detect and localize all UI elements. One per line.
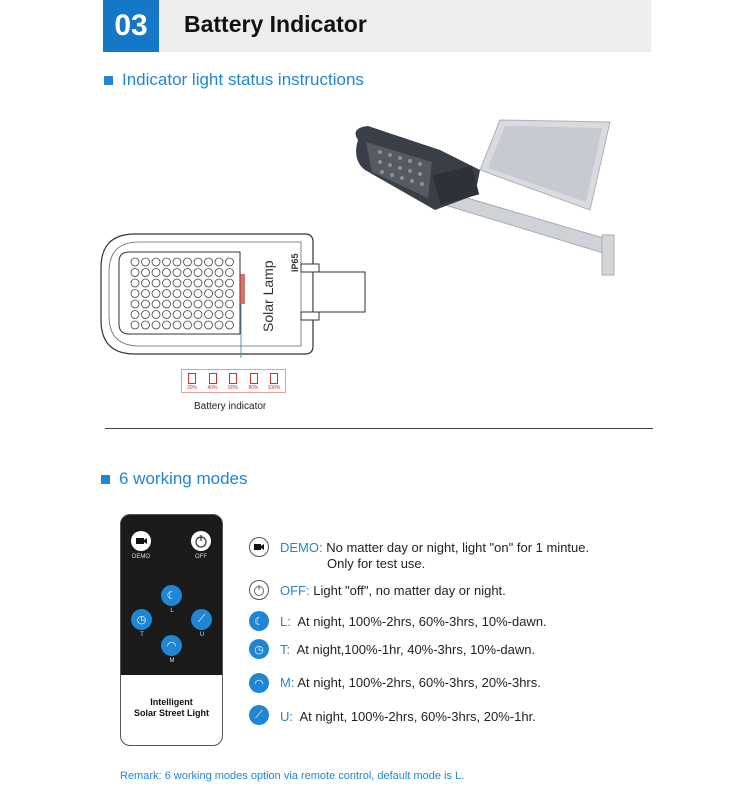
- battery-level-label: 20%: [186, 385, 197, 391]
- mode-key: DEMO:: [280, 540, 323, 555]
- lamp-brand-label: Solar Lamp: [260, 260, 276, 332]
- mode-demo-note: Only for test use.: [327, 556, 426, 571]
- mode-off-row: [280, 583, 506, 598]
- remote-control: [120, 514, 223, 746]
- moon-icon: ☾: [249, 611, 269, 631]
- section-title-indicator: Indicator light status instructions: [122, 70, 364, 89]
- battery-levels: [183, 371, 283, 391]
- mode-key: L:: [280, 614, 291, 629]
- battery-level-led: [209, 373, 217, 384]
- power-icon: [249, 580, 269, 600]
- solar-lamp-photo: [340, 110, 630, 290]
- demo-button[interactable]: [131, 531, 151, 551]
- t-label: T: [140, 632, 144, 638]
- mode-u-row: [280, 709, 536, 724]
- battery-level-label: 60%: [227, 385, 238, 391]
- battery-level-2: [204, 371, 222, 391]
- mount-bracket: [313, 272, 365, 312]
- battery-level-label: 100%: [267, 385, 281, 391]
- section-divider: [105, 428, 653, 429]
- mode-demo-row: [280, 540, 589, 555]
- battery-level-label: 80%: [248, 385, 259, 391]
- remote-product-line1: Intelligent: [150, 697, 193, 707]
- battery-level-1: [183, 371, 201, 391]
- pole-bracket: [602, 235, 614, 275]
- mode-t-row: [280, 642, 535, 657]
- mode-key: M:: [280, 675, 295, 690]
- ip-rating-label: IP65: [290, 253, 300, 272]
- camera-icon: [249, 537, 269, 557]
- remark-note: Remark: 6 working modes option via remote control, default mode is L.: [120, 770, 465, 782]
- m-label: M: [169, 658, 175, 664]
- u-label: U: [199, 632, 205, 638]
- battery-level-led: [250, 373, 258, 384]
- battery-level-led: [229, 373, 237, 384]
- battery-indicator-leds: [240, 274, 245, 304]
- battery-level-3: [224, 371, 242, 391]
- mode-m-button[interactable]: ◠: [161, 635, 182, 656]
- mode-m-row: [280, 675, 541, 690]
- bullet-square-icon: [101, 475, 110, 484]
- clock-icon: ◷: [249, 639, 269, 659]
- remote-product-line2: Solar Street Light: [133, 708, 209, 718]
- mode-key: T:: [280, 642, 291, 657]
- battery-level-5: [265, 371, 283, 391]
- lamp-line-drawing: [95, 228, 375, 358]
- section-number: 03: [103, 0, 159, 52]
- mode-desc: At night, 100%-2hrs, 60%-3hrs, 10%-dawn.: [297, 614, 547, 629]
- mode-desc: At night, 100%-2hrs, 60%-3hrs, 20%-3hrs.: [297, 675, 541, 690]
- mode-desc: No matter day or night, light "on" for 1 mintue.: [326, 540, 590, 555]
- battery-level-led: [270, 373, 278, 384]
- l-label: L: [170, 608, 174, 614]
- remote-product-name: [121, 697, 222, 719]
- mode-l-button[interactable]: ☾: [161, 585, 182, 606]
- page-title: Battery Indicator: [184, 11, 367, 37]
- mode-l-row: [280, 614, 547, 629]
- mode-desc: At night,100%-1hr, 40%-3hrs, 10%-dawn.: [296, 642, 536, 657]
- mode-key: U:: [280, 709, 293, 724]
- dim-icon: ⟋: [249, 705, 269, 725]
- mode-t-button[interactable]: ◷: [131, 609, 152, 630]
- section-title-modes: 6 working modes: [119, 469, 248, 488]
- battery-level-label: 40%: [207, 385, 218, 391]
- mode-desc: At night, 100%-2hrs, 60%-3hrs, 20%-1hr.: [299, 709, 536, 724]
- off-button[interactable]: [191, 531, 211, 551]
- bullet-square-icon: [104, 76, 113, 85]
- battery-level-4: [245, 371, 263, 391]
- battery-indicator-caption: Battery indicator: [194, 401, 267, 412]
- motion-icon: ◠: [249, 673, 269, 693]
- mode-desc: Light "off", no matter day or night.: [313, 583, 506, 598]
- mode-key: OFF:: [280, 583, 310, 598]
- off-label: OFF: [195, 554, 207, 560]
- battery-level-led: [188, 373, 196, 384]
- demo-label: DEMO: [132, 554, 150, 560]
- mode-u-button[interactable]: ⟋: [191, 609, 212, 630]
